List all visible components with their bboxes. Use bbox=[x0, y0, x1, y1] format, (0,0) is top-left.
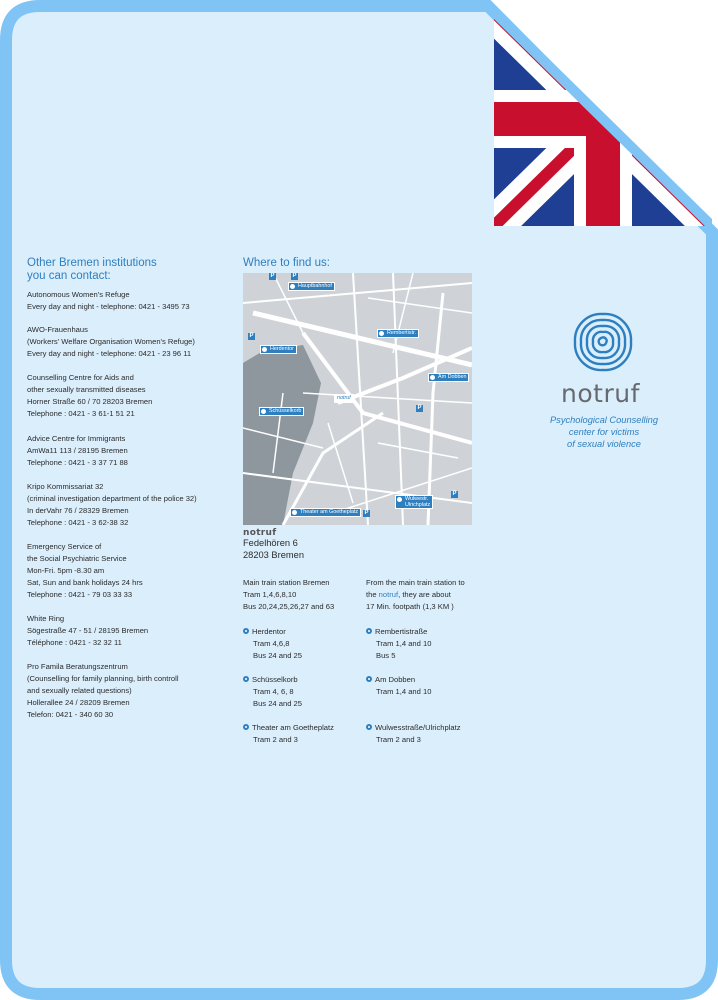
text-line: Every day and night - telephone: 0421 - 3495 73 bbox=[27, 301, 190, 311]
text-line: (Counselling for family planning, birth controll bbox=[27, 673, 179, 683]
text-line: AWO-Frauenhaus bbox=[27, 325, 88, 334]
text-line: Emergency Service of bbox=[27, 542, 102, 551]
parking-icon: P bbox=[249, 333, 254, 339]
stop-line: Bus 24 and 25 bbox=[253, 698, 302, 708]
text-line: Telephone : 0421 - 3 61-1 51 21 bbox=[27, 408, 135, 418]
tram-stop-icon bbox=[366, 628, 372, 634]
stop-name: Theater am Goetheplatz bbox=[252, 723, 334, 732]
stop-rembertistrasse bbox=[366, 626, 431, 662]
text-line: Telefon: 0421 - 340 60 30 bbox=[27, 709, 114, 719]
map-label-hauptbahnhof: Hauptbahnhof bbox=[288, 282, 335, 291]
institution-kripo bbox=[27, 481, 197, 529]
stop-line: Tram 2 and 3 bbox=[376, 734, 421, 744]
text-line: Telephone : 0421 - 3 37 71 88 bbox=[27, 457, 128, 467]
institution-immigrants bbox=[27, 433, 128, 469]
parking-icon: P bbox=[452, 491, 457, 497]
institutions-title bbox=[27, 257, 157, 283]
map-label-theater: Theater am Goetheplatz bbox=[290, 508, 361, 517]
text-line: (criminal investigation department of the police 32) bbox=[27, 493, 197, 503]
text-line: In derVahr 76 / 28329 Bremen bbox=[27, 505, 129, 515]
stop-name: Herdentor bbox=[252, 627, 286, 636]
stop-line: Tram 2 and 3 bbox=[253, 734, 298, 744]
stop-line: Tram 1,4 and 10 bbox=[376, 638, 432, 648]
transit-main-station bbox=[243, 577, 334, 613]
text-line: (Workers' Welfare Organisation Women's Refuge) bbox=[27, 336, 195, 346]
stop-am-dobben bbox=[366, 674, 431, 698]
text-line: 17 Min. footpath (1,3 KM ) bbox=[366, 601, 454, 611]
stop-schuesselkorb bbox=[243, 674, 302, 710]
text-line: other sexually transmitted diseases bbox=[27, 384, 146, 394]
parking-icon: P bbox=[364, 510, 369, 516]
institution-womens-refuge bbox=[27, 289, 190, 313]
parking-icon: P bbox=[417, 405, 422, 411]
map-label-wulwestr bbox=[395, 495, 433, 509]
notruf-logo-icon bbox=[572, 311, 634, 373]
map-label-schuesselkorb: Schüsselkorb bbox=[259, 407, 304, 416]
text-line: Counselling Centre for Aids and bbox=[27, 373, 134, 382]
text-line: Horner Straße 60 / 70 28203 Bremen bbox=[27, 396, 153, 406]
tram-stop-icon bbox=[366, 724, 372, 730]
text-line: Every day and night - telephone: 0421 - 23 96 11 bbox=[27, 348, 192, 358]
text-line: Kripo Kommissariat 32 bbox=[27, 482, 104, 491]
text-line: Tram 1,4,6,8,10 bbox=[243, 589, 297, 599]
stop-name: Am Dobben bbox=[375, 675, 416, 684]
institution-pro-familia bbox=[27, 661, 179, 721]
institution-awo bbox=[27, 324, 195, 360]
text-line: From the main train station to bbox=[366, 578, 465, 587]
text-line: Mon-Fri. 5pm -8.30 am bbox=[27, 565, 105, 575]
institution-emergency-service bbox=[27, 541, 143, 601]
tram-stop-icon bbox=[243, 676, 249, 682]
tram-stop-icon bbox=[243, 724, 249, 730]
stop-line: Bus 5 bbox=[376, 650, 396, 660]
text-line: Telephone : 0421 - 3 62-38 32 bbox=[27, 517, 129, 527]
map-label-wulwestr-line2: Ulrichplatz bbox=[405, 502, 431, 508]
text-line: Hollerallee 24 / 28209 Bremen bbox=[27, 697, 130, 707]
text-line: Téléphone : 0421 - 32 32 11 bbox=[27, 637, 122, 647]
stop-wulwesstrasse bbox=[366, 722, 461, 746]
logo-tagline bbox=[541, 414, 667, 450]
tagline-line: center for victims bbox=[568, 427, 640, 437]
text-line bbox=[366, 589, 465, 601]
address-brand: notruf bbox=[243, 528, 277, 538]
tram-stop-icon bbox=[366, 676, 372, 682]
tram-stop-icon bbox=[243, 628, 249, 634]
text-line: Advice Centre for Immigrants bbox=[27, 434, 126, 443]
map-label-notruf: notruf bbox=[334, 394, 354, 403]
text-line: Main train station Bremen bbox=[243, 578, 330, 587]
text-line: White Ring bbox=[27, 614, 65, 623]
map-label-am-dobben: Am Dobben bbox=[428, 373, 469, 382]
tagline-line: of sexual violence bbox=[567, 439, 641, 449]
text-line: Autonomous Women's Refuge bbox=[27, 290, 130, 299]
address-street: Fedelhören 6 bbox=[243, 538, 298, 548]
text-line: Bus 20,24,25,26,27 and 63 bbox=[243, 601, 335, 611]
stop-name: Rembertistraße bbox=[375, 627, 428, 636]
city-map bbox=[243, 273, 472, 525]
map-label-rembertistr: Rembertistr. bbox=[377, 329, 419, 338]
notruf-logo-text: notruf bbox=[561, 379, 640, 408]
stop-line: Bus 24 and 25 bbox=[253, 650, 302, 660]
stop-line: Tram 4,6,8 bbox=[253, 638, 290, 648]
institutions-title-line1: Other Bremen institutions bbox=[27, 257, 157, 269]
parking-icon: P bbox=[292, 273, 297, 279]
text-line: the Social Psychiatric Service bbox=[27, 553, 127, 563]
parking-icon: P bbox=[270, 273, 275, 279]
address-city: 28203 Bremen bbox=[243, 549, 304, 560]
map-label-wulwestr-line1: Wulwestr. bbox=[405, 496, 429, 502]
text-line: Telephone : 0421 - 79 03 33 33 bbox=[27, 589, 133, 599]
stop-line: Tram 1,4 and 10 bbox=[376, 686, 432, 696]
text-line: AmWa11 113 / 28195 Bremen bbox=[27, 445, 128, 455]
union-jack-flag bbox=[494, 12, 712, 226]
text-line: Sögestraße 47 - 51 / 28195 Bremen bbox=[27, 625, 149, 635]
stop-herdentor bbox=[243, 626, 302, 662]
stop-name: Schüsselkorb bbox=[252, 675, 298, 684]
tagline-line: Psychological Counselling bbox=[549, 415, 658, 425]
where-to-find-title: Where to find us: bbox=[243, 257, 330, 269]
map-label-herdentor: Herdentor bbox=[260, 345, 297, 354]
text-line: and sexually related questions) bbox=[27, 685, 132, 695]
stop-line: Tram 4, 6, 8 bbox=[253, 686, 294, 696]
transit-footpath bbox=[366, 577, 465, 613]
text-fragment: the bbox=[366, 589, 379, 599]
text-line: Sat, Sun and bank holidays 24 hrs bbox=[27, 577, 143, 587]
institutions-title-line2: you can contact: bbox=[27, 270, 111, 282]
institution-aids-centre bbox=[27, 372, 152, 420]
notruf-address bbox=[243, 528, 304, 561]
stop-name: Wulwesstraße/Ulrichplatz bbox=[375, 723, 461, 732]
stop-theater bbox=[243, 722, 334, 746]
text-fragment: , they are about bbox=[398, 589, 451, 599]
text-line: Pro Famila Beratungszentrum bbox=[27, 662, 128, 671]
institution-white-ring bbox=[27, 613, 148, 649]
notruf-word: notruf bbox=[378, 589, 399, 599]
